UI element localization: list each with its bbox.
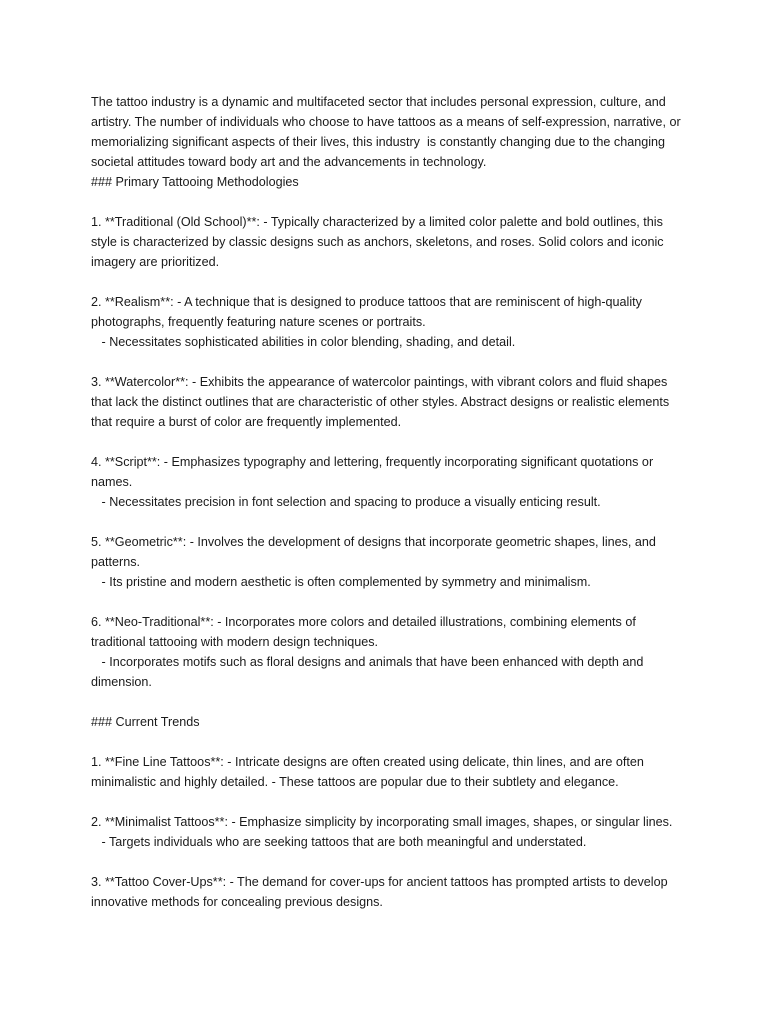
spacer [91, 852, 691, 872]
method-item-watercolor: 3. **Watercolor**: - Exhibits the appearance of watercolor paintings, with vibrant colors and fluid shapes that lack the distinct outlines that are characteristic of other styles. Abstract designs or realistic elements that require a burst of color are frequently implemented. [91, 375, 673, 429]
spacer [91, 192, 691, 212]
method-item-neo-traditional: 6. **Neo-Traditional**: - Incorporates more colors and detailed illustrations, combining elements of traditional tattooing with modern design techniques. [91, 615, 640, 649]
spacer [91, 512, 691, 532]
intro-paragraph: The tattoo industry is a dynamic and multifaceted sector that includes personal expression, culture, and artistry. The number of individuals who choose to have tattoos as a means of self-expression, narrative, or memorializing significant aspects of their lives, this industry is constantly changing due to the changing societal attitudes toward body art and the advancements in technology. [91, 95, 685, 169]
trend-item-minimalist: 2. **Minimalist Tattoos**: - Emphasize simplicity by incorporating small images, shapes, or singular lines. [91, 815, 673, 829]
method-subitem-neo-traditional: - Incorporates motifs such as floral designs and animals that have been enhanced with depth and dimension. [91, 655, 647, 689]
method-subitem-geometric: - Its pristine and modern aesthetic is often complemented by symmetry and minimalism. [91, 575, 591, 589]
method-item-script: 4. **Script**: - Emphasizes typography and lettering, frequently incorporating significant quotations or names. [91, 455, 657, 489]
heading-methodologies: ### Primary Tattooing Methodologies [91, 175, 299, 189]
spacer [91, 432, 691, 452]
method-item-traditional: 1. **Traditional (Old School)**: - Typically characterized by a limited color palette and bold outlines, this style is characterized by classic designs such as anchors, skeletons, and roses. Solid colors and iconic imagery are prioritized. [91, 215, 668, 269]
document-body [91, 92, 691, 912]
trend-subitem-minimalist: - Targets individuals who are seeking tattoos that are both meaningful and understated. [91, 835, 587, 849]
spacer [91, 692, 691, 712]
spacer [91, 732, 691, 752]
method-item-geometric: 5. **Geometric**: - Involves the development of designs that incorporate geometric shapes, lines, and patterns. [91, 535, 660, 569]
spacer [91, 792, 691, 812]
trend-item-fine-line: 1. **Fine Line Tattoos**: - Intricate designs are often created using delicate, thin lines, and are often minimalistic and highly detailed. - These tattoos are popular due to their subtlety and elegance. [91, 755, 648, 789]
method-item-realism: 2. **Realism**: - A technique that is designed to produce tattoos that are reminiscent of high-quality photographs, frequently featuring nature scenes or portraits. [91, 295, 646, 329]
method-subitem-realism: - Necessitates sophisticated abilities in color blending, shading, and detail. [91, 335, 516, 349]
method-subitem-script: - Necessitates precision in font selection and spacing to produce a visually enticing result. [91, 495, 601, 509]
heading-current-trends: ### Current Trends [91, 715, 200, 729]
spacer [91, 592, 691, 612]
trend-item-cover-ups: 3. **Tattoo Cover-Ups**: - The demand for cover-ups for ancient tattoos has prompted artists to develop innovative methods for concealing previous designs. [91, 875, 672, 909]
spacer [91, 272, 691, 292]
spacer [91, 352, 691, 372]
